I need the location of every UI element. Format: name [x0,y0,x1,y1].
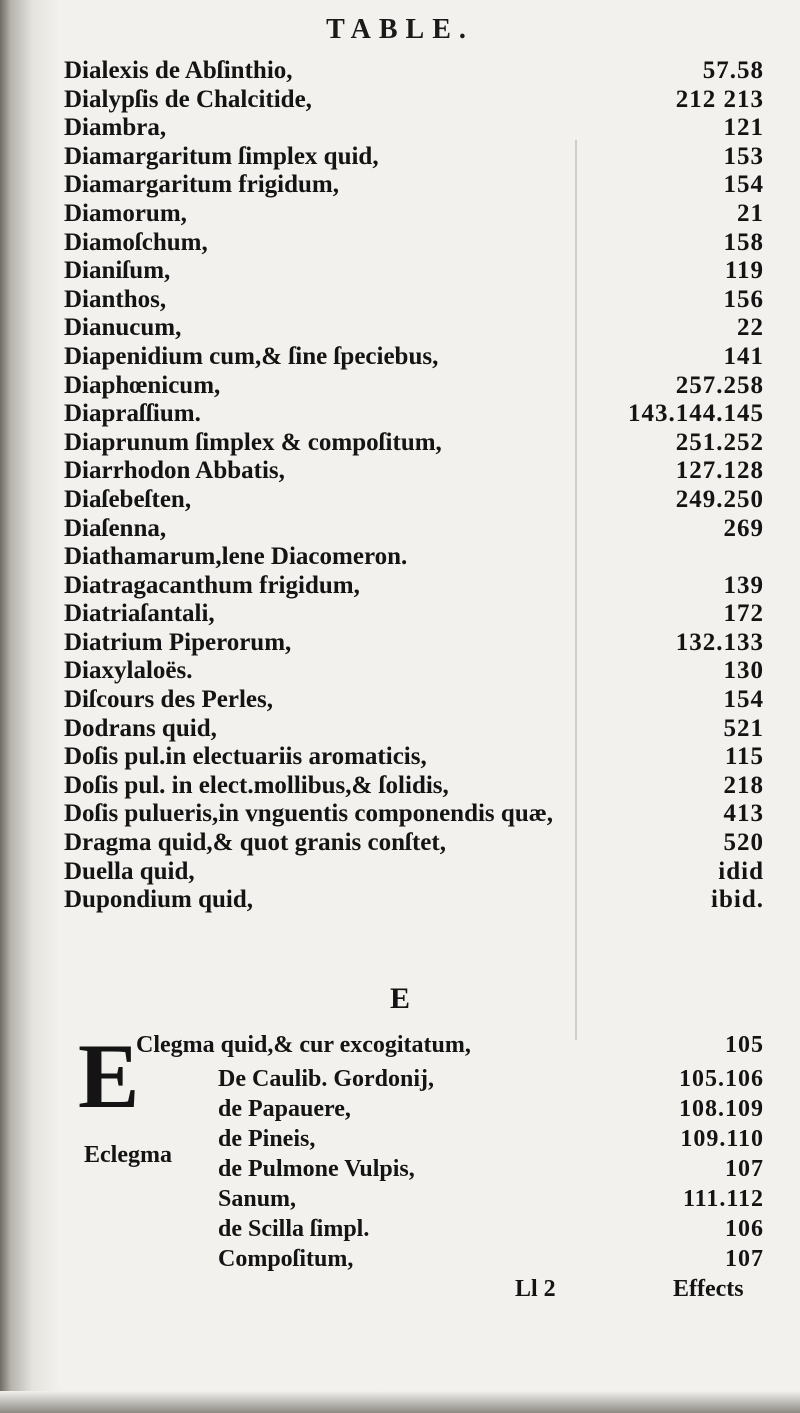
entry-page: 22 [737,314,764,342]
index-entry [78,1214,764,1244]
page-footer [0,1276,800,1312]
catchword: Effects [673,1276,744,1302]
page-bottom-edge [0,1391,800,1413]
index-entry [64,800,764,829]
index-entry [64,86,764,115]
entry-term: de Scilla ſimpl. [218,1216,370,1242]
entry-page: 127.128 [675,457,764,485]
entry-term: Dragma quid,& quot granis conſtet, [64,829,446,857]
entry-page: 218 [723,771,764,799]
section-letter-heading: E [389,982,410,1015]
entry-page: 257.258 [675,371,764,399]
index-entry [64,715,764,744]
entry-page: 156 [723,285,764,313]
index-entry [78,1124,764,1154]
entry-page: 115 [724,743,764,771]
entry-page: 111.112 [682,1186,764,1212]
entry-page: 520 [723,829,764,857]
index-entry [64,114,764,143]
index-entry [64,772,764,801]
entry-page: 158 [723,228,764,256]
index-entry [64,314,764,343]
index-entry [64,286,764,315]
index-entry [64,457,764,486]
index-entry [64,515,764,544]
entry-page: 105.106 [679,1066,764,1092]
index-entry [64,543,764,572]
entry-term: de Pineis, [218,1126,316,1152]
entry-page: 109.110 [680,1126,764,1152]
index-entry [78,1064,764,1094]
entry-term: Diſcours des Perles, [64,686,273,714]
entry-page: 139 [723,571,764,599]
entry-page: 119 [724,257,764,285]
index-entry [78,1244,764,1274]
index-entry [64,343,764,372]
index-entry [64,886,764,915]
entry-term: Dianucum, [64,314,182,342]
entry-term: Diaſebeſten, [64,485,192,513]
entry-term: Diaxylaloës. [64,657,193,685]
index-entry [64,858,764,887]
index-entry [64,657,764,686]
index-entry [64,200,764,229]
entry-term: Diathamarum,lene Diacomeron. [64,543,408,571]
signature-mark: Ll 2 [515,1276,556,1302]
entry-page: 132.133 [675,628,764,656]
entry-page: 154 [723,686,764,714]
brace-label: Eclegma [84,1142,172,1168]
entry-term: Sanum, [218,1186,297,1212]
entry-term: Diaphœnicum, [64,371,221,399]
entry-term: Dianiſum, [64,257,171,285]
entry-term: Dialypſis de Chalcitide, [64,85,312,113]
index-entry [64,171,764,200]
index-entry [78,1094,764,1124]
index-entry [64,372,764,401]
index-entry [64,57,764,86]
index-entry [64,486,764,515]
entry-page: 107 [725,1246,764,1272]
index-entry [64,572,764,601]
index-entry [78,1184,764,1214]
entry-term: Diambra, [64,114,167,142]
index-entry [78,1154,764,1184]
index-entry [64,743,764,772]
entry-term: Diamargaritum ſimplex quid, [64,142,379,170]
entry-page: 121 [723,114,764,142]
entry-term: Doſis pulueris,in vnguentis componendis quæ, [64,800,554,828]
entry-term: Dodrans quid, [64,714,217,742]
entry-term: Diamoſchum, [64,228,208,256]
index-entry [64,600,764,629]
entry-term: Dupondium quid, [64,886,254,914]
entry-term: Dianthos, [64,285,167,313]
entry-term: Diatriaſantali, [64,600,215,628]
entry-term: Dialexis de Abſinthio, [64,57,293,84]
index-entries [64,57,764,915]
entry-term: Diapenidium cum,& ſine ſpeciebus, [64,342,439,370]
entry-term: Doſis pul.in electuariis aromaticis, [64,743,427,771]
entry-page: 251.252 [675,428,764,456]
entry-page: ibid. [711,886,764,914]
index-entry [64,629,764,658]
running-title: TABLE. [326,14,474,45]
entry-page: 21 [737,199,764,227]
page-gutter-shadow [0,0,60,1413]
entry-page: 108.109 [679,1096,764,1122]
index-entry [64,686,764,715]
entry-page: 57.58 [702,57,764,84]
index-entry [78,1030,764,1060]
entry-page: 106 [725,1216,764,1242]
index-entry [64,229,764,258]
entry-term: Compoſitum, [218,1246,354,1272]
entry-term: Doſis pul. in elect.mollibus,& ſolidis, [64,771,449,799]
entry-term: De Caulib. Gordonij, [218,1066,435,1092]
index-entry [64,257,764,286]
entry-term: de Papauere, [218,1096,351,1122]
entry-term: Diatrium Piperorum, [64,628,292,656]
index-entry [64,143,764,172]
entry-term: Duella quid, [64,857,195,885]
entry-page: idid [718,857,764,885]
entry-page: 154 [723,171,764,199]
index-entry [64,429,764,458]
entry-page: 521 [723,714,764,742]
entry-page: 413 [723,800,764,828]
entry-term: Diapraſſium. [64,400,201,428]
entry-term: Diamorum, [64,199,187,227]
entry-term: Diatragacanthum frigidum, [64,571,360,599]
entry-term: Diaprunum ſimplex & compoſitum, [64,428,442,456]
index-entry [64,829,764,858]
drop-cap: E [78,1025,140,1127]
entry-page: 269 [723,514,764,542]
entry-term: de Pulmone Vulpis, [218,1156,415,1182]
entry-term: Clegma quid,& cur excogitatum, [136,1032,471,1058]
entry-page: 172 [723,600,764,628]
entry-term: Diamargaritum frigidum, [64,171,339,199]
entry-page: 153 [723,142,764,170]
index-entry [64,400,764,429]
entry-page: 141 [723,342,764,370]
entry-page: 107 [725,1156,764,1182]
entry-term: Diaſenna, [64,514,167,542]
entry-page: 143.144.145 [628,400,764,428]
entry-page: 130 [723,657,764,685]
entry-term: Diarrhodon Abbatis, [64,457,285,485]
entry-page: 105 [725,1032,764,1058]
entry-page: 212 213 [675,85,764,113]
entry-page: 249.250 [675,485,764,513]
